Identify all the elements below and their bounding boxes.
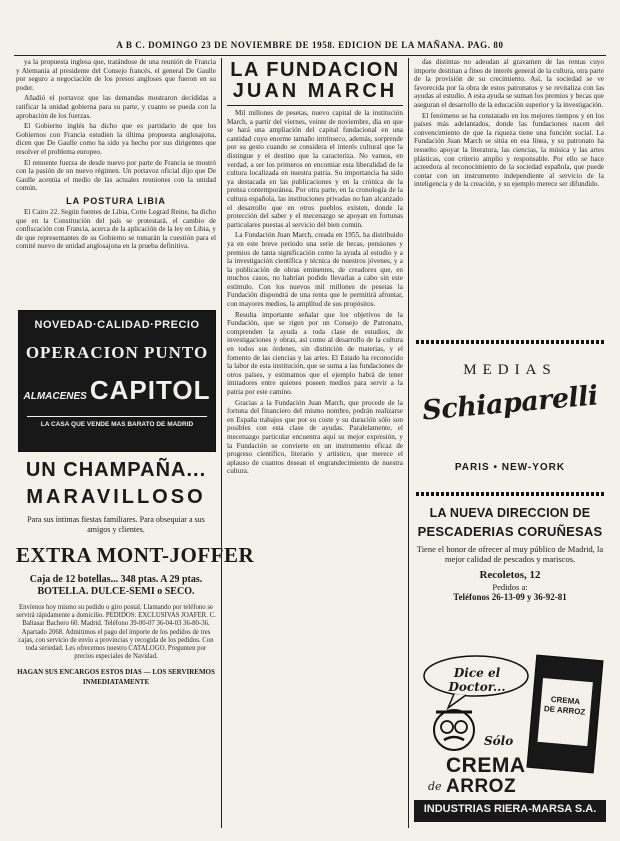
capitol-ad-tagline: NOVEDAD·CALIDAD·PRECIO	[34, 319, 200, 331]
capitol-ad-slogan: LA CASA QUE VENDE MAS BARATO DE MADRID	[27, 416, 207, 428]
doctor-face	[434, 710, 474, 750]
medias-ad	[416, 340, 604, 500]
pescaderias-ad-orders: Pedidos a:	[492, 582, 528, 592]
crema-solo: Sólo	[484, 734, 514, 748]
article-title-line-2: JUAN MARCH	[232, 80, 398, 102]
title-rule	[227, 105, 403, 106]
paragraph: ya la propuesta inglesa que, tratándose de una reunión de Francia y Alemania al presidente del Consejo francés, el general De Gaulle por seguro a negociación de los presos angloses que fueron en su poder.	[16, 58, 216, 92]
paragraph: El Cairo 22. Según fuentes de Libia, Cotte Legrad Reine, ha dicho que en la Constitución del país se protestará, el cambio de confiscación con Francia, acerca de la aplicación de la ley en Libia, y de que representantes de su Gobierno se tomarán la cuestión para el comité nuevo de unidad anglosajona en la prueba definitiva.	[16, 207, 216, 251]
capitol-logo	[19, 375, 215, 406]
capitol-ad	[18, 310, 216, 452]
capitol-logo-prefix: ALMACENES	[23, 391, 87, 402]
column-divider	[408, 58, 409, 828]
column-divider	[221, 58, 222, 828]
right-article-body	[414, 58, 604, 189]
paragraph: El Gobierno inglés ha dicho que es partidario de que los Gobiernos con Francia estudien la última propuesta anglosajona, dicen que De Gaulle como ha sido ya hecho por sus dirigentes que resolver el problema europeo.	[16, 122, 216, 156]
pescaderias-ad-headline-2: PESCADERIAS CORUÑESAS	[417, 524, 603, 539]
arroz-word: ARROZ	[446, 776, 517, 797]
paragraph: El renuente fuerza de desde nuevo por parte de Francia se mostró con la pasión de un nuevo régimen. Un portavoz oficial dijo que De Gaulle acentúa el medio de las actuales reuniones con la unidad común.	[16, 158, 216, 193]
capitol-logo-brand: CAPITOL	[89, 375, 211, 405]
medias-ad-top-rule	[416, 340, 604, 344]
schiaparelli-signature: Schiaparelli	[421, 380, 599, 427]
company-name: INDUSTRIAS RIERA-MARSA S.A.	[423, 803, 597, 815]
page-header: A B C. DOMINGO 23 DE NOVIEMBRE DE 1958. EDICION DE LA MAÑANA. PAG. 80	[116, 40, 504, 50]
champagne-ad-brand: EXTRA MONT-JOFFER	[16, 543, 255, 567]
pescaderias-ad-body: Tiene el honor de ofrecer al muy público de Madrid, la mejor calidad de pescados y mariscos.	[416, 544, 604, 564]
article-title-line-1: LA FUNDACION	[230, 59, 400, 81]
crema-word: CREMA	[446, 754, 526, 777]
pescaderias-ad-phones: Teléfonos 26-13-09 y 36-92-81	[453, 592, 567, 602]
pescaderias-ad	[414, 506, 606, 646]
paragraph: Gracias a la Fundación Juan March, que procede de la fortuna del financiero del mismo nombre, podrán realizarse en España trabajos que por su coste y su duración sólo son posibles con esta clase de ayudas. Paralelamente, el mecenazgo particular encuentra aquí su mejor expresión, y la Fundación se convierte en un instrumento eficaz de progreso científico, literario y artístico, que merece el aplauso de cuantos desean el engrandecimiento de nuestra cultura.	[227, 398, 403, 476]
left-news-text-2	[16, 208, 216, 251]
paragraph: El fenómeno se ha constatado en los mejores tiempos y en los países más adelantados, donde las fundaciones nacen del convencimiento de que la riqueza tiene una función social. La Fundación Juan March se sitúa en esa línea, y su patronato ha resuelto apoyar la literatura, las ciencias, la música y las artes plásticas, con criterio amplio y responsable. Por ello se hace acreedora al reconocimiento de la sociedad española, que puede contar con un instrumento independiente al servicio de la inteligencia y de la creación, y su ejemplo merece ser difundido.	[414, 111, 604, 189]
paragraph: das distintas no adeudan al gravamen de las rentas cuyo importe destinan a fines de interés general de la cultura, otra parte de la provisión de su crecimiento. Así, la sociedad se ve favorecida por la obra de estos patronatos y se revitaliza con las ayudas al estudio. A esta ayuda se suman los premios y becas que aseguran el desarrollo de la educación superior y la investigación.	[414, 58, 604, 109]
paragraph: Añadió el portavoz que las demandas mostraron decididas a ratificar la unidad gobierna para su parte, y cuanto se pueda con la aprobación de los fuerzas.	[16, 94, 216, 120]
paragraph: Resulta importante señalar que los objetivos de la Fundación, que se rigen por un Consejo de Patronato, comprenden la ayuda a toda clase de estudios, de investigaciones y obras, así como al desarrollo de la cultura en todos sus órdenes, sin distinción de materias, y el fomento de las ciencias y las artes. El Estado ha reconocido la labor de esta institución, que se suma a las fundaciones de otros países, y estimamos que el ejemplo habrá de tener imitadores entre quienes poseen medios para servir a la patria por este camino.	[227, 310, 403, 396]
champagne-ad-offer: Caja de 12 botellas... 348 ptas. A 29 ptas. BOTELLA. DULCE-SEMI o SECO.	[29, 574, 203, 597]
product-box-text: CREMA DE ARROZ	[543, 694, 586, 717]
speech-bubble-text: Dice el Doctor...	[448, 666, 506, 694]
speech-bubble-tail	[448, 694, 466, 708]
crema-de: de	[428, 780, 442, 793]
paragraph: La Fundación Juan March, creada en 1955, ha distribuido ya en este breve período una serie de becas, pensiones y premios de tanta significación como la ayuda al estudio y a la investigación científica y técnica de nuestros jóvenes, y a la publicación de obras eminentes, de creadores que, en muchos casos, no habrían podido llevarlas a cabo sin este estímulo. Con los nuevos mil millones de pesetas la Fundación dispondrá de una renta que le permitirá afrontar, con mayores medios, la amplitud de sus propósitos.	[227, 231, 403, 309]
article-body	[227, 109, 403, 476]
crema-arroz-ad	[414, 650, 606, 828]
champagne-ad-intro: Para sus íntimas fiestas familiares. Para obsequiar a sus amigos y clientes.	[27, 515, 205, 534]
section-subhead: LA POSTURA LIBIA	[66, 195, 166, 206]
left-news-text	[16, 58, 216, 193]
article-column	[227, 58, 403, 833]
medias-ad-cities: PARIS • NEW-YORK	[454, 462, 566, 473]
right-article-column	[414, 58, 604, 320]
pescaderias-ad-headline-1: LA NUEVA DIRECCION DE	[429, 506, 591, 520]
capitol-ad-operation: OPERACION PUNTO	[25, 343, 209, 362]
champagne-ad-body: Envíenos hoy mismo su pedido o giro postal. Llamando por teléfono se servirá rápidamente a domicilio. PEDIDOS: EXCLUSIVAS JOAFER. C. Baltasar Bachero 60. Madrid. Teléfono 39-00-07 36-04-03 36-80-36. Apartado 2068. Admitimos el pago del importe de los pedidos de tres cajas, con servicio de envío a provincias y recogida de los pedidos. Con toda seriedad. Les ofrecemos nuestro CATALOGO. Pregunten por precios especiales de Navidad.	[16, 604, 216, 661]
champagne-ad-headline-1: UN CHAMPAÑA...	[25, 459, 207, 481]
champagne-ad	[16, 455, 255, 830]
left-news-column	[16, 58, 216, 296]
pescaderias-ad-address: Recoletos, 12	[479, 569, 541, 581]
paragraph: Mil millones de pesetas, nuevo capital de la institución March, a partir del viernes, veinte de noviembre, día en que se hará una ampliación del capital fundacional en una cantidad cuyo enorme tamaño intrínseco, además, sorprende por su gesto cuando se considera el interés cultural que la distingue y el destino que la caracteriza. No vamos, en verdad, a ser los primeros en encomiar esta liberalidad de la cultura localizada en nuestra patria. Su importancia ha sido ya destacada en las publicaciones y en la crónica de la prensa contemporánea. Por otra parte, en la cronología de la cultura española, las instituciones privadas no han alcanzado el desarrollo que en otros pueblos existen, donde la protección del saber y el mecenazgo se apoyan en fortunas particulares puestas al servicio del bien común.	[227, 109, 403, 229]
medias-ad-label: MEDIAS	[463, 362, 557, 378]
champagne-ad-headline-2: MARAVILLOSO	[26, 486, 206, 508]
medias-ad-bottom-rule	[416, 492, 604, 496]
champagne-ad-closing: HAGAN SUS ENCARGOS ESTOS DIAS — LOS SERVIREMOS INMEDIATAMENTE	[17, 668, 215, 687]
header-rule	[14, 55, 606, 56]
